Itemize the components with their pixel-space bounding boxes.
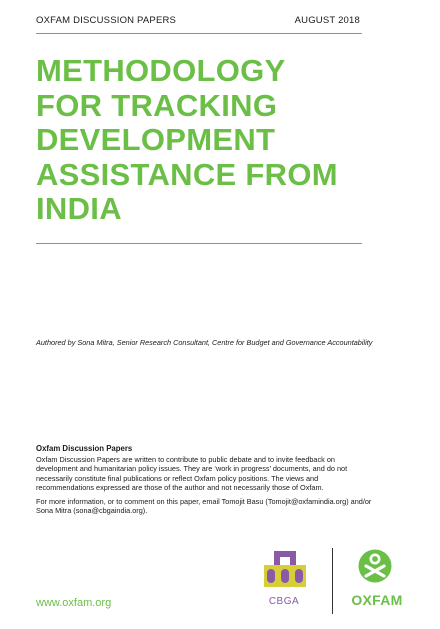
about-heading: Oxfam Discussion Papers — [36, 444, 133, 453]
cbga-logo-icon — [260, 551, 310, 617]
about-section — [36, 444, 376, 520]
author-line: Authored by Sona Mitra, Senior Research Consultant, Centre for Budget and Governance Accountability — [36, 338, 373, 347]
page-header — [36, 15, 360, 26]
series-label: OXFAM DISCUSSION PAPERS — [36, 15, 177, 26]
publication-date: AUGUST 2018 — [294, 15, 360, 26]
title-line: METHODOLOGY — [36, 53, 286, 88]
title-line: FOR TRACKING — [36, 87, 278, 123]
oxfam-wordmark: OXFAM — [351, 592, 403, 608]
website-link[interactable]: www.oxfam.org — [36, 597, 112, 609]
cbga-wordmark: CBGA — [268, 596, 300, 607]
title-line: ASSISTANCE FROM — [36, 156, 338, 192]
oxfam-logo-icon — [358, 549, 392, 583]
logo-divider — [332, 548, 333, 614]
title-rule — [36, 243, 362, 244]
about-body: Oxfam Discussion Papers are written to contribute to public debate and to invite feedback on development and humanitarian policy issues. They are ‘work in progress’ documents, and do not necessarily constitute final publications or reflect Oxfam policy positions. The views and recommendations expressed are those of the author and not necessarily those of Oxfam. — [36, 455, 348, 492]
document-title — [36, 54, 376, 227]
contact-note: For more information, or to comment on this paper, email Tomojit Basu (Tomojit@oxfamindia.org) and/or Sona Mitra (sona@cbgaindia.org). — [36, 497, 372, 516]
title-line: INDIA — [36, 191, 122, 226]
header-rule — [36, 33, 362, 34]
title-line: DEVELOPMENT — [36, 122, 276, 157]
